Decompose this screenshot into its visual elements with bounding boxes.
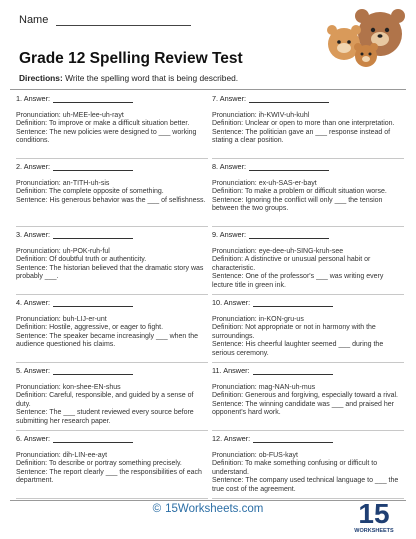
question-description: Pronunciation: ih-KWIV-uh-kuhl Definition: Unclear or open to more than one interpretation. Sentence: The politician gave an ___ response instead of stating a clear position. xyxy=(212,112,395,145)
answer-blank[interactable] xyxy=(249,95,329,103)
question-description: Pronunciation: kon-shee-EN-shus Definition: Careful, responsible, and guided by a sense of duty. Sentence: The ___ student reviewed every source before submitting her research paper. xyxy=(16,384,194,425)
answer-label: 8. Answer: xyxy=(212,162,247,171)
answer-blank[interactable] xyxy=(249,163,329,171)
question-description: Pronunciation: uh-MEE-lee-uh-rayt Definition: To improve or make a difficult situation better. Sentence: The new policies were designed to ___ working conditions. xyxy=(16,112,197,145)
logo-text: WORKSHEETS xyxy=(354,528,394,534)
answer-blank[interactable] xyxy=(253,435,333,443)
answer-row xyxy=(212,298,333,307)
question-7 xyxy=(212,90,404,159)
question-description: Pronunciation: ex-uh-SAS-er-bayt Definition: To make a problem or difficult situation worse. Sentence: Ignoring the conflict will only ___ the tension between the two groups. xyxy=(212,180,387,213)
question-description: Pronunciation: ob-FUS-kayt Definition: To make something confusing or difficult to understand. Sentence: The company used technical language to ___ the true cost of the agreement. xyxy=(212,452,399,493)
answer-row xyxy=(212,230,329,239)
question-description: Pronunciation: an-TITH-uh-sis Definition: The complete opposite of something. Sentence: His generous behavior was the ___ of selfishness. xyxy=(16,180,206,204)
answer-row xyxy=(212,434,333,443)
question-3 xyxy=(16,226,208,295)
name-line[interactable] xyxy=(56,15,191,26)
answer-row xyxy=(16,298,133,307)
question-10 xyxy=(212,294,404,363)
answer-label: 4. Answer: xyxy=(16,298,51,307)
answer-blank[interactable] xyxy=(53,435,133,443)
question-4 xyxy=(16,294,208,363)
answer-row xyxy=(16,366,133,375)
answer-blank[interactable] xyxy=(53,95,133,103)
question-description: Pronunciation: buh-LIJ-er-unt Definition: Hostile, aggressive, or eager to fight. Sentence: The speaker became increasingly ___ when the audience questioned his claims. xyxy=(16,316,198,349)
answer-label: 1. Answer: xyxy=(16,94,51,103)
answer-label: 6. Answer: xyxy=(16,434,51,443)
question-9 xyxy=(212,226,404,295)
answer-row xyxy=(16,94,133,103)
answer-blank[interactable] xyxy=(249,231,329,239)
answer-row xyxy=(212,94,329,103)
answer-label: 11. Answer: xyxy=(212,366,250,375)
answer-label: 2. Answer: xyxy=(16,162,51,171)
question-description: Pronunciation: dih-LIN-ee-ayt Definition: To describe or portray something precisely. Sentence: The report clearly ___ the responsibilities of each department. xyxy=(16,452,202,485)
directions-text: Write the spelling word that is being described. xyxy=(62,73,239,83)
directions-label: Directions: xyxy=(19,73,63,83)
name-label: Name xyxy=(19,14,49,26)
question-description: Pronunciation: mag-NAN-uh-mus Definition: Generous and forgiving, especially toward a rival. Sentence: The winning candidate was ___ and praised her opponent's hard work. xyxy=(212,384,398,417)
name-row xyxy=(19,14,191,26)
answer-blank[interactable] xyxy=(253,299,333,307)
directions xyxy=(19,73,238,83)
answer-label: 9. Answer: xyxy=(212,230,247,239)
question-5 xyxy=(16,362,208,431)
bears-illustration xyxy=(322,8,412,68)
answer-label: 10. Answer: xyxy=(212,298,251,307)
answer-label: 5. Answer: xyxy=(16,366,51,375)
footer-divider xyxy=(10,500,406,501)
answer-label: 12. Answer: xyxy=(212,434,251,443)
question-12 xyxy=(212,430,404,499)
answer-blank[interactable] xyxy=(253,367,333,375)
answer-blank[interactable] xyxy=(53,367,133,375)
question-description: Pronunciation: uh-POK-ruh-ful Definition: Of doubtful truth or authenticity. Sentence: The historian believed that the dramatic story was probably ___. xyxy=(16,248,204,281)
page-title: Grade 12 Spelling Review Test xyxy=(19,50,243,67)
question-6 xyxy=(16,430,208,499)
answer-row xyxy=(16,434,133,443)
answer-label: 3. Answer: xyxy=(16,230,51,239)
question-2 xyxy=(16,158,208,227)
answer-row xyxy=(212,162,329,171)
answer-label: 7. Answer: xyxy=(212,94,247,103)
answer-blank[interactable] xyxy=(53,231,133,239)
question-8 xyxy=(212,158,404,227)
answer-row xyxy=(16,162,133,171)
question-1 xyxy=(16,90,208,159)
question-11 xyxy=(212,362,404,431)
copyright-symbol: © xyxy=(152,503,162,515)
answer-blank[interactable] xyxy=(53,299,133,307)
footer-site-link[interactable]: 15Worksheets.com xyxy=(165,503,264,515)
question-description: Pronunciation: eye-dee-uh-SING-kruh-see Definition: A distinctive or unusual personal habit or characteristic. Sentence: One of the professor's ___ was writing every lecture title in green ink. xyxy=(212,248,384,289)
site-logo xyxy=(350,495,398,535)
logo-number: 15 xyxy=(358,498,390,529)
answer-row xyxy=(212,366,333,375)
question-description: Pronunciation: in-KON-gru-us Definition: Not appropriate or not in harmony with the surroundings. Sentence: His cheerful laughter seemed ___ during the serious ceremony. xyxy=(212,316,384,357)
answer-blank[interactable] xyxy=(53,163,133,171)
answer-row xyxy=(16,230,133,239)
